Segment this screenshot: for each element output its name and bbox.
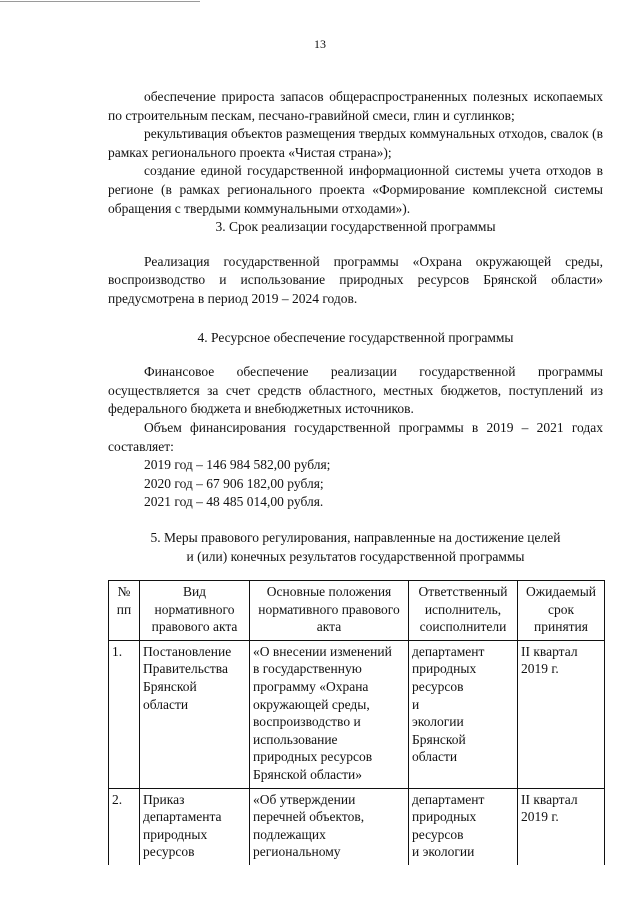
scan-edge-line [0, 1, 200, 2]
section-3-text: Реализация государственной программы «Охрана окружающей среды, воспроизводство и использование природных ресурсов Брянской области» предусмотрена в период 2019 – 2024 годов. [108, 253, 603, 306]
paragraph: создание единой государственной информационной системы учета отходов в регионе (в рамках регионального проекта «Формирование комплексной системы обращения с твердыми коммунальными отходами»). [108, 163, 603, 216]
provisions-cell: «О внесении изменений в государственную программу «Охрана окружающей среды, воспроизводство и использование природных ресурсов Брянской области» [250, 640, 409, 788]
header-act-type: Вид нормативного правового акта [140, 581, 250, 641]
paragraph: обеспечение прироста запасов общераспространенных полезных ископаемых по строительным пескам, песчано-гравийной смеси, глин и суглинков; [108, 89, 603, 123]
header-executor: Ответственный исполнитель, соисполнители [409, 581, 518, 641]
document-body [108, 88, 603, 566]
term-cell: II квартал 2019 г. [518, 788, 605, 865]
section-4-text: Финансовое обеспечение реализации государственной программы осуществляется за счет средств областного, местных бюджетов, поступлений из федерального бюджета и внебюджетных источников. [108, 364, 603, 417]
section-5-heading: и (или) конечных результатов государственной программы [186, 548, 525, 564]
executor-cell: департамент природных ресурсов и экологии Брянской области [409, 640, 518, 788]
section-4-text: Объем финансирования государственной программы в 2019 – 2021 годах составляет: [108, 419, 603, 454]
funding-year-item: 2020 год – 67 906 182,00 рубля; [144, 475, 324, 491]
table-header-row [109, 581, 605, 641]
header-term: Ожидаемый срок принятия [518, 581, 605, 641]
header-provisions: Основные положения нормативного правового акта [250, 581, 409, 641]
funding-year-item: 2019 год – 146 984 582,00 рубля; [144, 457, 331, 473]
section-3-heading: 3. Срок реализации государственной программы [215, 219, 496, 235]
header-number: № пп [109, 581, 140, 641]
regulation-table [108, 580, 605, 865]
act-type-cell: Постановление Правительства Брянской области [140, 640, 250, 788]
funding-year-item: 2021 год – 48 485 014,00 рубля. [144, 494, 324, 510]
provisions-cell: «Об утверждении перечней объектов, подлежащих региональному [250, 788, 409, 865]
table-row [109, 788, 605, 865]
table-row [109, 640, 605, 788]
row-number: 1. [109, 640, 140, 788]
executor-cell: департамент природных ресурсов и экологии [409, 788, 518, 865]
section-5-heading: 5. Меры правового регулирования, направленные на достижение целей [150, 529, 561, 545]
page-number: 13 [314, 37, 326, 51]
term-cell: II квартал 2019 г. [518, 640, 605, 788]
row-number: 2. [109, 788, 140, 865]
act-type-cell: Приказ департамента природных ресурсов [140, 788, 250, 865]
section-4-heading: 4. Ресурсное обеспечение государственной программы [197, 329, 514, 345]
paragraph: рекультивация объектов размещения твердых коммунальных отходов, свалок (в рамках регионального проекта «Чистая страна»); [108, 126, 603, 160]
